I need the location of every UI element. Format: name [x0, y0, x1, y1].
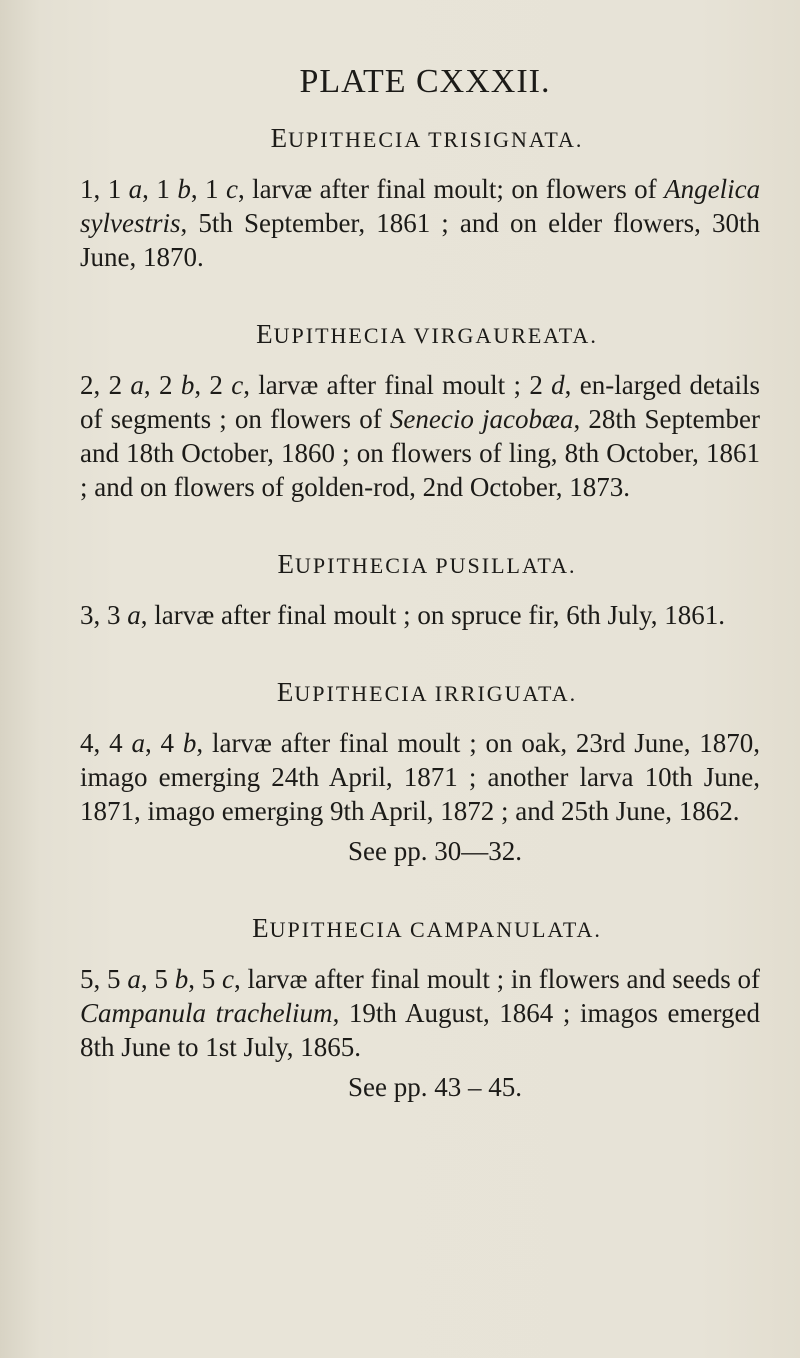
figure-letter: b: [182, 728, 197, 758]
figure-letter: c: [231, 370, 244, 400]
figure-numbers: , 1: [190, 174, 219, 204]
page-reference: See pp. 30—32.: [348, 836, 522, 866]
figure-numbers: , 5: [188, 964, 216, 994]
figure-numbers: , 4: [144, 728, 175, 758]
plate-title: PLATE CXXXII.: [299, 63, 551, 100]
figure-letter: a: [128, 174, 143, 204]
entry-text: , larvæ after final moult; on flowers of: [237, 174, 665, 204]
figure-numbers: , 2: [143, 370, 173, 400]
species-cap: E: [277, 549, 296, 579]
page-reference: See pp. 43 – 45.: [348, 1072, 522, 1102]
entry-text: , larvæ after final moult ; 2: [243, 370, 552, 400]
entry-text: , 5th September, 1861 ; and on elder flowers, 30th June, 1870.: [80, 208, 760, 272]
figure-letter: d: [551, 370, 565, 400]
species-name: UPITHECIA PUSILLATA.: [295, 553, 577, 578]
species-cap: E: [270, 123, 289, 153]
species-name: UPITHECIA TRISIGNATA.: [288, 127, 584, 152]
species-heading-pusillata: [80, 550, 760, 580]
species-heading-campanulata: [80, 914, 760, 944]
latin-name: Senecio jacobæa: [389, 404, 574, 434]
figure-letter: a: [130, 370, 144, 400]
entry-text: , larvæ after final moult ; on oak, 23rd June, 1870, imago emerging 24th April, 1871 ; another larva 10th June, 1871, imago emerging 9th April, 1872 ; and 25th June, 1862.: [80, 728, 761, 826]
species-heading-virgaureata: [80, 320, 760, 350]
figure-numbers: 4, 4: [80, 728, 123, 758]
entry-text: , larvæ after final moult ; on spruce fir, 6th July, 1861.: [140, 600, 726, 630]
figure-letter: a: [127, 600, 141, 630]
figure-numbers: 2, 2: [80, 370, 123, 400]
species-name: UPITHECIA IRRIGUATA.: [294, 681, 578, 706]
species-name: UPITHECIA CAMPANULATA.: [269, 917, 602, 942]
species-heading-irriguata: [80, 678, 760, 708]
entry-text: , larvæ after final moult ; in flowers and seeds of: [234, 964, 761, 994]
figure-letter: c: [222, 964, 235, 994]
figure-numbers: , 2: [194, 370, 223, 400]
entry-campanulata: [80, 962, 760, 1064]
figure-letter: b: [177, 174, 191, 204]
figure-letter: a: [131, 728, 145, 758]
figure-letter: c: [225, 174, 238, 204]
figure-numbers: , 1: [142, 174, 170, 204]
entry-irriguata: [80, 726, 760, 828]
figure-numbers: 1, 1: [80, 174, 122, 204]
entry-virgaureata: [80, 368, 760, 504]
figure-numbers: , 5: [140, 964, 168, 994]
species-cap: E: [256, 319, 274, 349]
figure-letter: b: [180, 370, 195, 400]
species-heading-trisignata: [80, 124, 760, 154]
figure-numbers: 5, 5: [80, 964, 121, 994]
figure-letter: a: [127, 964, 141, 994]
entry-text: , 28th September and 18th October, 1860 ; on flowers of ling, 8th October, 1861 ; and on flowers of golden-rod, 2nd October, 1873.: [80, 404, 761, 502]
species-cap: E: [252, 913, 270, 943]
species-cap: E: [276, 677, 295, 707]
entry-pusillata: [80, 598, 760, 632]
entry-text: , 19th August, 1864 ; imagos emerged 8th June to 1st July, 1865.: [80, 998, 760, 1062]
figure-numbers: 3, 3: [80, 600, 121, 630]
entry-text: , en-larged details of segments ; on flowers of: [80, 370, 761, 434]
figure-letter: b: [174, 964, 189, 994]
latin-name: Campanula trachelium: [80, 998, 333, 1028]
latin-name: Angelica sylvestris: [80, 174, 761, 238]
entry-trisignata: [80, 172, 760, 274]
page-content: [80, 62, 760, 1104]
species-name: UPITHECIA VIRGAUREATA.: [273, 323, 598, 348]
